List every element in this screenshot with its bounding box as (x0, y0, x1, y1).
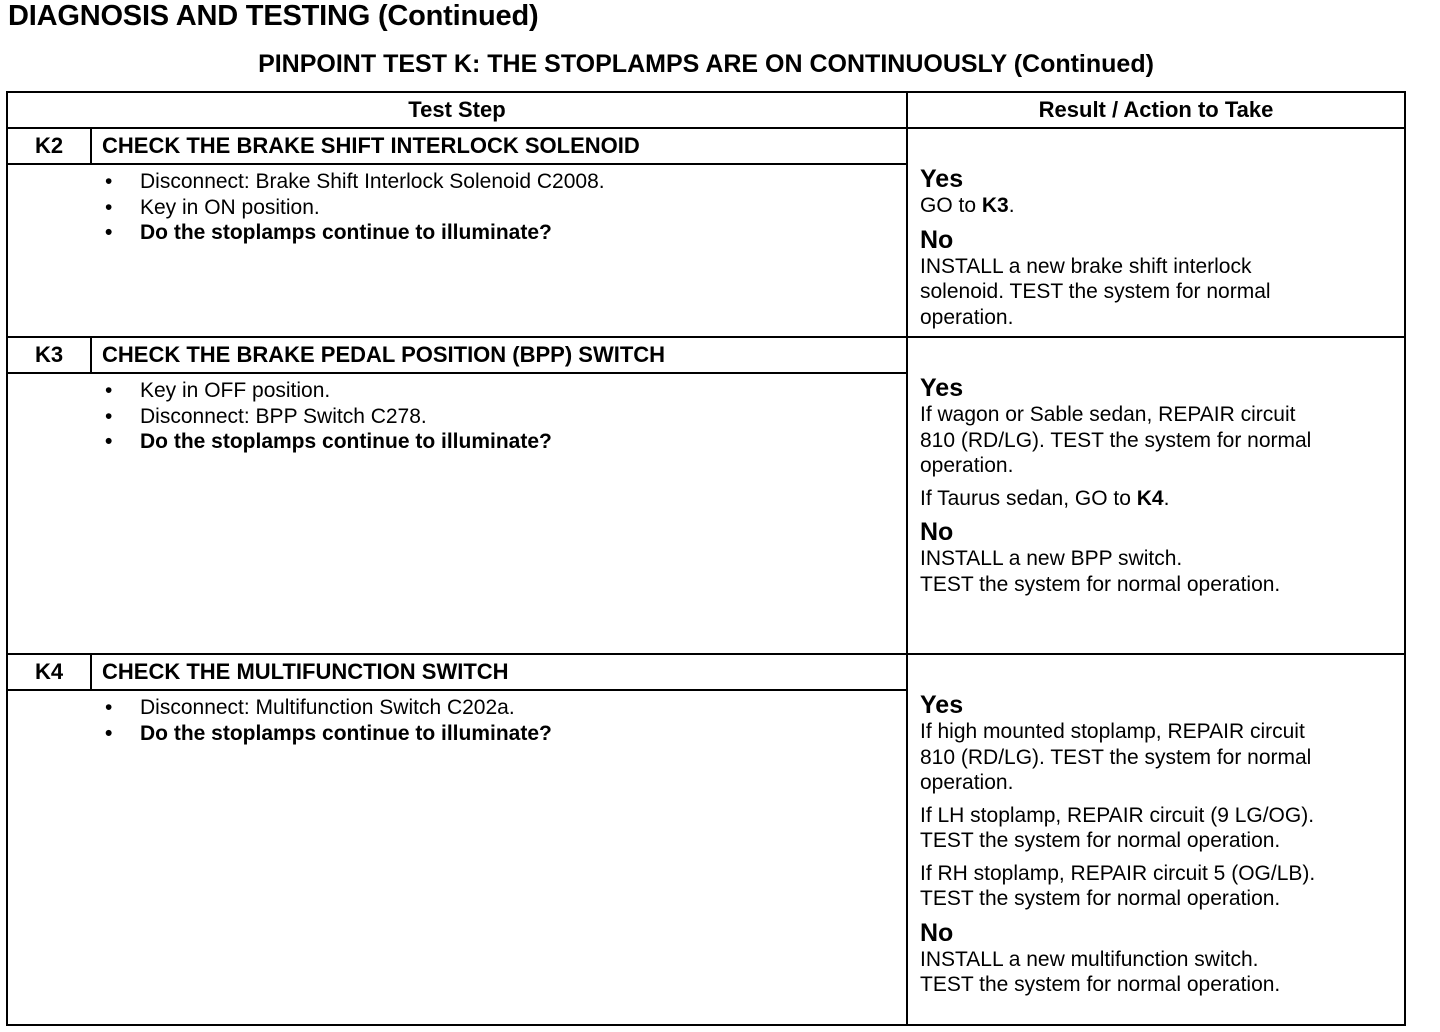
page-title: DIAGNOSIS AND TESTING (Continued) (8, 0, 539, 32)
yes-label: Yes (920, 374, 964, 402)
step-reference: K3 (981, 194, 1009, 217)
list-item: • Key in OFF position. (102, 378, 552, 404)
yes-action-line: operation. (920, 771, 1014, 794)
step-id-k3: K3 (34, 342, 64, 367)
yes-action: GO to K3. (920, 194, 1015, 217)
yes-action-line: 810 (RD/LG). TEST the system for normal (920, 745, 1312, 769)
yes-action-line: If LH stoplamp, REPAIR circuit (9 LG/OG). (920, 803, 1315, 827)
header-test-step: Test Step (408, 97, 506, 122)
no-action-line: operation. (920, 305, 1014, 329)
result-k2 (920, 165, 1406, 330)
step-id-divider (90, 655, 92, 689)
result-k4 (920, 691, 1406, 998)
step-question: • Do the stoplamps continue to illuminate? (102, 429, 552, 455)
yes-action-line: operation. (920, 454, 1014, 477)
no-action-line: INSTALL a new multifunction switch. (920, 947, 1259, 971)
step-title-divider (8, 163, 906, 165)
step-bullets-k3 (102, 378, 552, 455)
list-item: • Disconnect: Multifunction Switch C202a. (102, 695, 552, 721)
step-id-k4: K4 (34, 659, 64, 684)
column-divider (906, 93, 908, 1024)
list-item: • Disconnect: Brake Shift Interlock Solenoid C2008. (102, 169, 605, 195)
pinpoint-test-title: PINPOINT TEST K: THE STOPLAMPS ARE ON CONTINUOUSLY (Continued) (258, 50, 1154, 78)
step-id-divider (90, 129, 92, 163)
no-action-line: TEST the system for normal operation. (920, 973, 1281, 996)
yes-action-line: If high mounted stoplamp, REPAIR circuit (920, 720, 1305, 743)
step-title-divider (8, 689, 906, 691)
step-bullets-k4 (102, 695, 552, 746)
no-label: No (920, 518, 954, 546)
header-result: Result / Action to Take (1038, 97, 1274, 122)
no-action-line: TEST the system for normal operation. (920, 572, 1281, 596)
yes-action-line: If RH stoplamp, REPAIR circuit 5 (OG/LB). (920, 861, 1316, 885)
step-title-k4: CHECK THE MULTIFUNCTION SWITCH (102, 659, 509, 684)
no-label: No (920, 225, 954, 254)
yes-action-line: TEST the system for normal operation. (920, 887, 1281, 910)
list-item: • Key in ON position. (102, 195, 605, 221)
step-title-k2: CHECK THE BRAKE SHIFT INTERLOCK SOLENOID (102, 133, 640, 158)
step-reference: K4 (1136, 486, 1164, 510)
yes-label: Yes (920, 691, 964, 719)
no-action-line: solenoid. TEST the system for normal (920, 280, 1271, 303)
yes-label: Yes (920, 165, 964, 193)
step-title-k3: CHECK THE BRAKE PEDAL POSITION (BPP) SWITCH (102, 342, 666, 367)
step-question: • Do the stoplamps continue to illuminate? (102, 721, 552, 747)
step-question: • Do the stoplamps continue to illuminate? (102, 220, 605, 246)
no-label: No (920, 918, 954, 947)
result-k3 (920, 374, 1406, 597)
pinpoint-test-table (6, 91, 1406, 1026)
no-action-line: INSTALL a new BPP switch. (920, 547, 1183, 570)
yes-action-line: If wagon or Sable sedan, REPAIR circuit (920, 403, 1296, 426)
yes-action-line: TEST the system for normal operation. (920, 829, 1281, 852)
step-bullets-k2 (102, 169, 605, 246)
no-action-line: INSTALL a new brake shift interlock (920, 254, 1252, 278)
yes-action: If Taurus sedan, GO to K4. (920, 486, 1170, 510)
list-item: • Disconnect: BPP Switch C278. (102, 404, 552, 430)
step-id-divider (90, 338, 92, 372)
step-id-k2: K2 (34, 133, 64, 158)
yes-action-line: 810 (RD/LG). TEST the system for normal (920, 428, 1312, 452)
step-title-divider (8, 372, 906, 374)
